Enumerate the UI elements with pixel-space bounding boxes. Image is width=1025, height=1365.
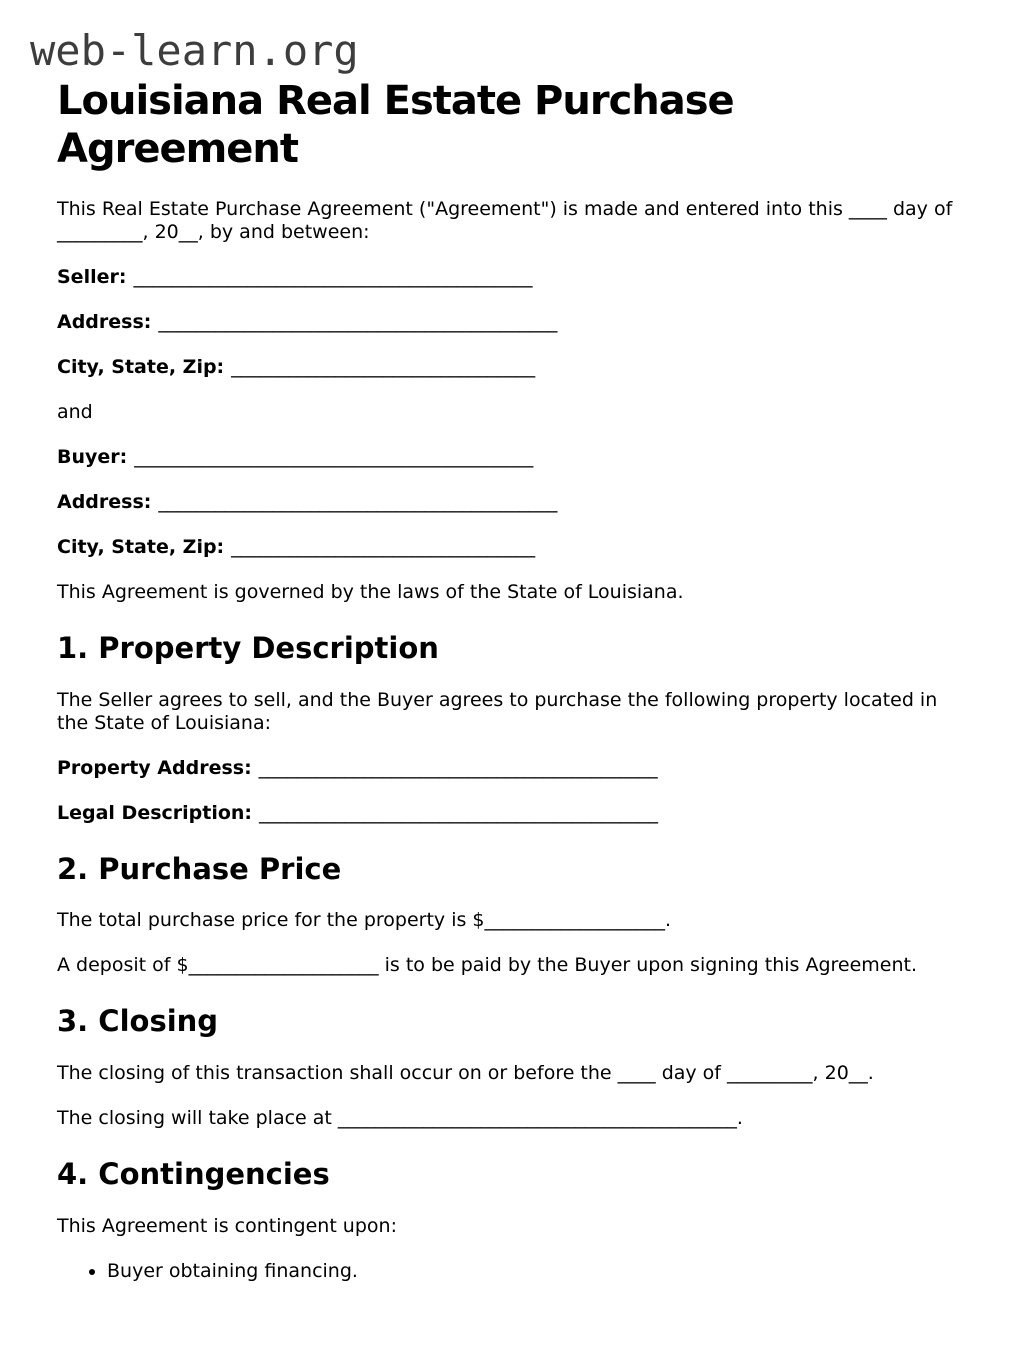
seller-field-line [57,266,968,289]
property-address-field-line [57,757,968,780]
seller-label: Seller: [57,265,127,288]
legal-description-blank: __________________________________________ [259,801,659,824]
buyer-city-state-zip-field-line [57,536,968,559]
seller-address-label: Address: [57,310,152,333]
contingencies-list [57,1260,968,1283]
seller-blank: __________________________________________ [133,265,533,288]
property-description-paragraph: The Seller agrees to sell, and the Buyer agrees to purchase the following property located in the State of Louisiana: [57,688,938,734]
buyer-city-state-zip-label: City, State, Zip: [57,535,225,558]
buyer-blank: __________________________________________ [134,445,534,468]
page-title: Louisiana Real Estate Purchase Agreement [57,78,734,172]
parties-connector: and [57,400,93,423]
section-purchase-price [57,852,968,978]
legal-description-field-line [57,802,968,825]
total-purchase-price-line: The total purchase price for the property is $___________________. [57,909,672,932]
seller-address-field-line [57,311,968,334]
deposit-line: A deposit of $____________________ is to be paid by the Buyer upon signing this Agreement. [57,954,918,977]
section-contingencies [57,1157,968,1283]
section-heading-purchase-price: 2. Purchase Price [57,851,342,886]
buyer-address-label: Address: [57,490,152,513]
legal-description-label: Legal Description: [57,801,253,824]
seller-address-blank: __________________________________________ [158,310,558,333]
closing-place-line: The closing will take place at __________________________________________. [57,1107,743,1130]
closing-date-line: The closing of this transaction shall occur on or before the ____ day of _________, 20__. [57,1062,874,1085]
intro-paragraph: This Real Estate Purchase Agreement ("Agreement") is made and entered into this ____ day of _________, 20__, by and between: [57,198,953,243]
section-closing [57,1004,968,1130]
section-heading-closing: 3. Closing [57,1004,219,1039]
page-header [30,26,968,173]
seller-city-state-zip-field-line [57,356,968,379]
seller-city-state-zip-blank: ________________________________ [231,355,536,378]
buyer-address-field-line [57,491,968,514]
site-logo-text: web-learn.org [30,26,359,75]
governing-law-paragraph: This Agreement is governed by the laws of the State of Louisiana. [57,580,684,603]
property-address-blank: __________________________________________ [258,756,658,779]
buyer-label: Buyer: [57,445,128,468]
property-address-label: Property Address: [57,756,252,779]
section-property-description [57,631,968,825]
buyer-field-line [57,446,968,469]
section-heading-contingencies: 4. Contingencies [57,1157,330,1192]
buyer-address-blank: __________________________________________ [158,490,558,513]
contingency-item-financing: • Buyer obtaining financing. [107,1260,968,1283]
contingencies-intro: This Agreement is contingent upon: [57,1214,397,1237]
section-heading-property-description: 1. Property Description [57,630,439,665]
buyer-city-state-zip-blank: ________________________________ [231,535,536,558]
seller-city-state-zip-label: City, State, Zip: [57,355,225,378]
